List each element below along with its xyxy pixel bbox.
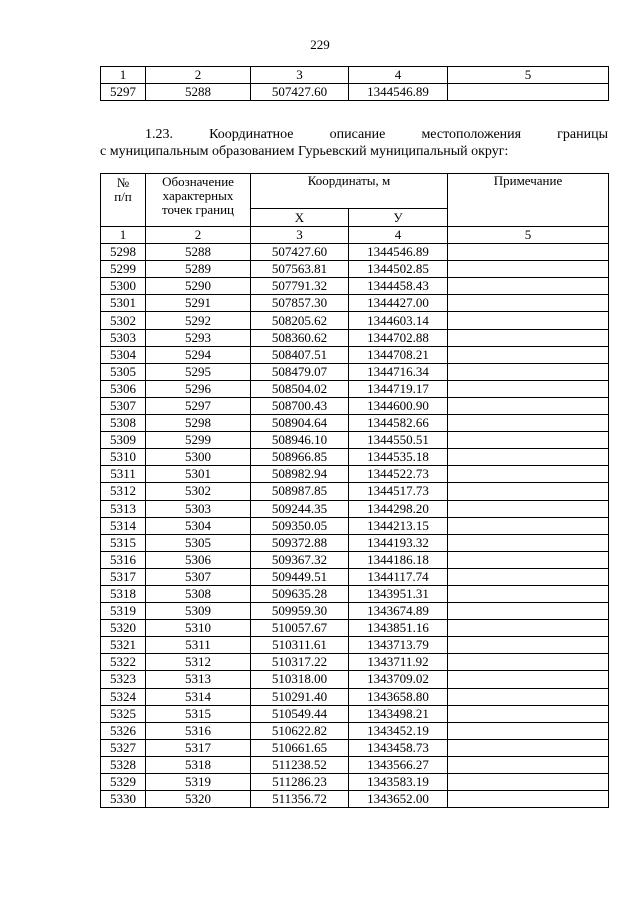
cell-number: 5319 — [101, 603, 146, 620]
cell-point-designation: 5314 — [146, 688, 251, 705]
cell-x: 508904.64 — [251, 415, 349, 432]
cell-number: 5301 — [101, 295, 146, 312]
cell-number: 5298 — [101, 244, 146, 261]
cell-y: 1344502.85 — [349, 261, 448, 278]
cell-point-designation: 2 — [146, 227, 251, 244]
cell-note — [448, 466, 609, 483]
cell-number: 5326 — [101, 722, 146, 739]
page-number: 229 — [310, 37, 330, 52]
table-row — [101, 312, 609, 329]
cell-note — [448, 312, 609, 329]
cell-point-designation: 5309 — [146, 603, 251, 620]
cell-number: 5316 — [101, 551, 146, 568]
table-row — [101, 84, 609, 101]
column-number-row — [101, 227, 609, 244]
caption-line-2: с муниципальным образованием Гурьевский муниципальный округ: — [100, 144, 509, 159]
cell-number: 5313 — [101, 500, 146, 517]
table-row — [101, 329, 609, 346]
cell-y: 1343951.31 — [349, 585, 448, 602]
cell-number: 5327 — [101, 739, 146, 756]
table-row — [101, 603, 609, 620]
table-row — [101, 791, 609, 808]
table-row — [101, 637, 609, 654]
cell-number: 5297 — [101, 84, 146, 101]
cell-point-designation: 5289 — [146, 261, 251, 278]
caption-word: границы — [557, 127, 608, 142]
cell-note: 5 — [448, 67, 609, 84]
cell-point-designation: 5306 — [146, 551, 251, 568]
table-row — [101, 654, 609, 671]
cell-x: 507427.60 — [251, 244, 349, 261]
cell-y: 1344546.89 — [349, 244, 448, 261]
cell-point-designation: 5288 — [146, 84, 251, 101]
cell-number: 5329 — [101, 774, 146, 791]
cell-number: 5309 — [101, 432, 146, 449]
table-row — [101, 620, 609, 637]
table-row — [101, 261, 609, 278]
cell-x: 510317.22 — [251, 654, 349, 671]
cell-x: 511286.23 — [251, 774, 349, 791]
cell-point-designation: 5298 — [146, 415, 251, 432]
cell-y: 1343452.19 — [349, 722, 448, 739]
cell-number: 5302 — [101, 312, 146, 329]
cell-y: 1344546.89 — [349, 84, 448, 101]
cell-x: 510549.44 — [251, 705, 349, 722]
cell-y: 1344213.15 — [349, 517, 448, 534]
cell-y: 1344193.32 — [349, 534, 448, 551]
cell-x: 3 — [251, 67, 349, 84]
cell-point-designation: 5301 — [146, 466, 251, 483]
cell-number: 5328 — [101, 756, 146, 773]
section-caption — [100, 126, 608, 160]
cell-note — [448, 791, 609, 808]
cell-point-designation: 2 — [146, 67, 251, 84]
cell-number: 5300 — [101, 278, 146, 295]
cell-y: 1343711.92 — [349, 654, 448, 671]
table-row — [101, 397, 609, 414]
cell-number: 5320 — [101, 620, 146, 637]
cell-y: 1344582.66 — [349, 415, 448, 432]
cell-x: 509372.88 — [251, 534, 349, 551]
cell-note — [448, 346, 609, 363]
cell-point-designation: 5311 — [146, 637, 251, 654]
header-y: У — [349, 209, 448, 227]
cell-x: 511356.72 — [251, 791, 349, 808]
cell-number: 5318 — [101, 585, 146, 602]
cell-number: 1 — [101, 227, 146, 244]
cell-y: 1343566.27 — [349, 756, 448, 773]
cell-note — [448, 688, 609, 705]
caption-word: описание — [329, 127, 386, 142]
cell-point-designation: 5292 — [146, 312, 251, 329]
cell-x: 510318.00 — [251, 671, 349, 688]
table-row — [101, 722, 609, 739]
cell-number: 1 — [101, 67, 146, 84]
cell-x: 508946.10 — [251, 432, 349, 449]
cell-note — [448, 329, 609, 346]
table-row — [101, 551, 609, 568]
cell-x: 509959.30 — [251, 603, 349, 620]
table-row — [101, 278, 609, 295]
cell-point-designation: 5288 — [146, 244, 251, 261]
header-x: X — [251, 209, 349, 227]
cell-note — [448, 739, 609, 756]
cell-note — [448, 415, 609, 432]
table-row — [101, 500, 609, 517]
table-row — [101, 380, 609, 397]
cell-note: 5 — [448, 227, 609, 244]
table-row — [101, 483, 609, 500]
cell-x: 509635.28 — [251, 585, 349, 602]
cell-point-designation: 5319 — [146, 774, 251, 791]
cell-x: 508360.62 — [251, 329, 349, 346]
cell-note — [448, 756, 609, 773]
cell-point-designation: 5293 — [146, 329, 251, 346]
cell-point-designation: 5294 — [146, 346, 251, 363]
table-row — [101, 774, 609, 791]
cell-note — [448, 380, 609, 397]
cell-y: 1343498.21 — [349, 705, 448, 722]
cell-note — [448, 620, 609, 637]
header-designation: Обозначение характерных точек границ — [146, 174, 251, 227]
cell-y: 1343658.80 — [349, 688, 448, 705]
cell-y: 1343851.16 — [349, 620, 448, 637]
cell-note — [448, 397, 609, 414]
table-row — [101, 517, 609, 534]
cell-y: 1344719.17 — [349, 380, 448, 397]
cell-note — [448, 774, 609, 791]
cell-x: 508479.07 — [251, 363, 349, 380]
cell-note — [448, 671, 609, 688]
cell-x: 510057.67 — [251, 620, 349, 637]
table-row — [101, 534, 609, 551]
cell-x: 3 — [251, 227, 349, 244]
cell-number: 5325 — [101, 705, 146, 722]
cell-y: 1344522.73 — [349, 466, 448, 483]
cell-y: 1343458.73 — [349, 739, 448, 756]
cell-point-designation: 5290 — [146, 278, 251, 295]
cell-number: 5322 — [101, 654, 146, 671]
cell-x: 508205.62 — [251, 312, 349, 329]
cell-point-designation: 5304 — [146, 517, 251, 534]
cell-point-designation: 5302 — [146, 483, 251, 500]
table-row — [101, 688, 609, 705]
cell-number: 5330 — [101, 791, 146, 808]
cell-point-designation: 5312 — [146, 654, 251, 671]
cell-note — [448, 517, 609, 534]
cell-note — [448, 244, 609, 261]
cell-number: 5308 — [101, 415, 146, 432]
cell-y: 1343652.00 — [349, 791, 448, 808]
cell-number: 5314 — [101, 517, 146, 534]
cell-note — [448, 278, 609, 295]
table-row — [101, 432, 609, 449]
cell-x: 509449.51 — [251, 568, 349, 585]
cell-x: 510661.65 — [251, 739, 349, 756]
cell-number: 5310 — [101, 449, 146, 466]
table-row — [101, 244, 609, 261]
cell-number: 5312 — [101, 483, 146, 500]
table-row — [101, 739, 609, 756]
table-row — [101, 756, 609, 773]
cell-number: 5317 — [101, 568, 146, 585]
cell-number: 5315 — [101, 534, 146, 551]
cell-note — [448, 568, 609, 585]
cell-point-designation: 5308 — [146, 585, 251, 602]
cell-y: 1343713.79 — [349, 637, 448, 654]
table-row — [101, 363, 609, 380]
cell-y: 1344702.88 — [349, 329, 448, 346]
table-row — [101, 705, 609, 722]
cell-point-designation: 5303 — [146, 500, 251, 517]
cell-point-designation: 5320 — [146, 791, 251, 808]
table-row — [101, 346, 609, 363]
cell-point-designation: 5305 — [146, 534, 251, 551]
cell-y: 1344708.21 — [349, 346, 448, 363]
cell-note — [448, 500, 609, 517]
cell-note — [448, 432, 609, 449]
cell-y: 1343709.02 — [349, 671, 448, 688]
cell-number: 5303 — [101, 329, 146, 346]
caption-number: 1.23. — [145, 127, 173, 142]
cell-x: 508982.94 — [251, 466, 349, 483]
cell-y: 1343583.19 — [349, 774, 448, 791]
cell-x: 508407.51 — [251, 346, 349, 363]
header-num: № п/п — [101, 174, 146, 227]
cell-y: 1344298.20 — [349, 500, 448, 517]
cell-point-designation: 5316 — [146, 722, 251, 739]
cell-point-designation: 5307 — [146, 568, 251, 585]
column-number-row — [101, 67, 609, 84]
cell-y: 1344427.00 — [349, 295, 448, 312]
cell-x: 507857.30 — [251, 295, 349, 312]
cell-note — [448, 722, 609, 739]
cell-note — [448, 637, 609, 654]
cell-x: 508966.85 — [251, 449, 349, 466]
cell-note — [448, 449, 609, 466]
table-row — [101, 449, 609, 466]
caption-word: местоположения — [421, 127, 522, 142]
cell-y: 1344117.74 — [349, 568, 448, 585]
cell-note — [448, 483, 609, 500]
cell-note — [448, 551, 609, 568]
caption-word: Координатное — [209, 127, 294, 142]
table-row — [101, 466, 609, 483]
cell-note — [448, 84, 609, 101]
cell-x: 507563.81 — [251, 261, 349, 278]
cell-number: 5324 — [101, 688, 146, 705]
cell-point-designation: 5299 — [146, 432, 251, 449]
caption-line-1 — [100, 126, 608, 143]
top-table — [100, 66, 609, 101]
header-note: Примечание — [448, 174, 609, 227]
cell-point-designation: 5310 — [146, 620, 251, 637]
table-row — [101, 568, 609, 585]
cell-note — [448, 705, 609, 722]
cell-point-designation: 5317 — [146, 739, 251, 756]
cell-x: 510311.61 — [251, 637, 349, 654]
cell-note — [448, 534, 609, 551]
cell-point-designation: 5297 — [146, 397, 251, 414]
cell-point-designation: 5300 — [146, 449, 251, 466]
cell-point-designation: 5315 — [146, 705, 251, 722]
cell-number: 5299 — [101, 261, 146, 278]
cell-y: 1343674.89 — [349, 603, 448, 620]
cell-x: 510291.40 — [251, 688, 349, 705]
cell-x: 509350.05 — [251, 517, 349, 534]
cell-point-designation: 5313 — [146, 671, 251, 688]
cell-x: 508504.02 — [251, 380, 349, 397]
cell-note — [448, 363, 609, 380]
cell-x: 509367.32 — [251, 551, 349, 568]
cell-y: 1344186.18 — [349, 551, 448, 568]
cell-x: 510622.82 — [251, 722, 349, 739]
cell-y: 4 — [349, 67, 448, 84]
cell-number: 5311 — [101, 466, 146, 483]
cell-number: 5323 — [101, 671, 146, 688]
cell-x: 508987.85 — [251, 483, 349, 500]
table-row — [101, 671, 609, 688]
cell-number: 5307 — [101, 397, 146, 414]
cell-x: 508700.43 — [251, 397, 349, 414]
cell-x: 511238.52 — [251, 756, 349, 773]
cell-point-designation: 5318 — [146, 756, 251, 773]
cell-y: 1344535.18 — [349, 449, 448, 466]
cell-y: 4 — [349, 227, 448, 244]
cell-note — [448, 585, 609, 602]
cell-number: 5321 — [101, 637, 146, 654]
cell-note — [448, 654, 609, 671]
table-row — [101, 295, 609, 312]
cell-number: 5306 — [101, 380, 146, 397]
cell-x: 509244.35 — [251, 500, 349, 517]
cell-y: 1344716.34 — [349, 363, 448, 380]
cell-point-designation: 5296 — [146, 380, 251, 397]
cell-y: 1344603.14 — [349, 312, 448, 329]
table-row — [101, 415, 609, 432]
cell-y: 1344458.43 — [349, 278, 448, 295]
cell-note — [448, 295, 609, 312]
cell-y: 1344600.90 — [349, 397, 448, 414]
header-coordinates: Координаты, м — [251, 174, 448, 209]
coordinates-table — [100, 173, 609, 808]
cell-x: 507791.32 — [251, 278, 349, 295]
cell-note — [448, 603, 609, 620]
cell-y: 1344550.51 — [349, 432, 448, 449]
cell-x: 507427.60 — [251, 84, 349, 101]
cell-y: 1344517.73 — [349, 483, 448, 500]
cell-point-designation: 5295 — [146, 363, 251, 380]
table-row — [101, 585, 609, 602]
cell-number: 5304 — [101, 346, 146, 363]
cell-number: 5305 — [101, 363, 146, 380]
cell-note — [448, 261, 609, 278]
cell-point-designation: 5291 — [146, 295, 251, 312]
